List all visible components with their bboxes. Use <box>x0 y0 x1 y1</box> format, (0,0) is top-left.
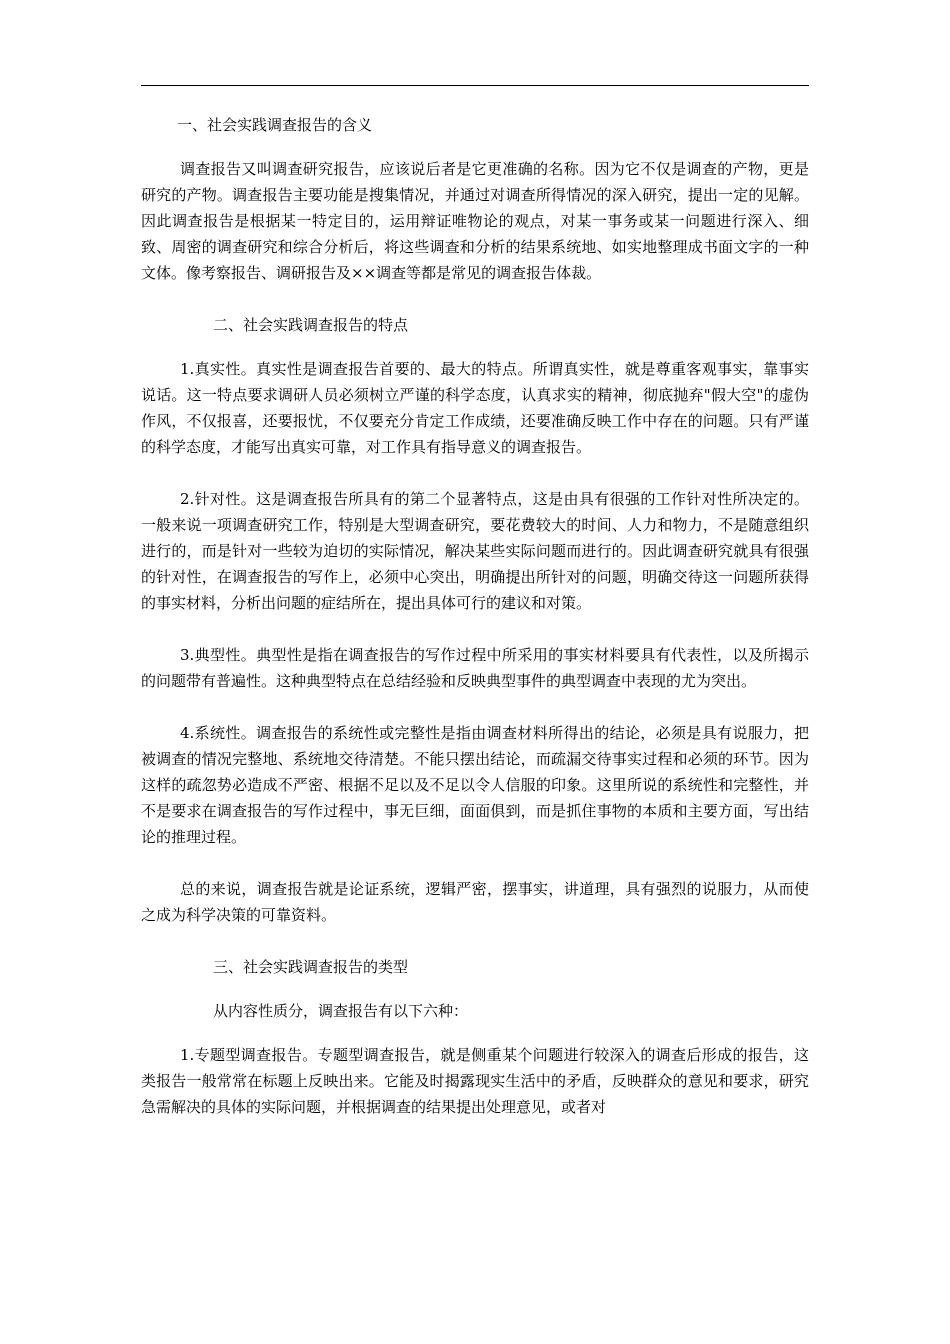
section-2-paragraph-1: 1.真实性。真实性是调查报告首要的、最大的特点。所谓真实性，就是尊重客观事实，靠事实说话。这一特点要求调研人员必须树立严谨的科学态度，认真求实的精神，彻底抛弃"假大空"的虚伪作风，不仅报喜，还要报忧，不仅要充分肯定工作成绩，还要准确反映工作中存在的问题。只有严谨的科学态度，才能写出真实可靠，对工作具有指导意义的调查报告。 <box>141 360 809 456</box>
section-1-heading: 一、社会实践调查报告的含义 <box>177 116 373 134</box>
section-2-paragraph-3: 3.典型性。典型性是指在调查报告的写作过程中所采用的事实材料要具有代表性，以及所揭示的问题带有普遍性。这种典型特点在总结经验和反映典型事件的典型调查中表现的尤为突出。 <box>141 646 809 690</box>
section-2-paragraph-4: 4.系统性。调查报告的系统性或完整性是指由调查材料所得出的结论，必须是具有说服力，把被调查的情况完整地、系统地交待清楚。不能只摆出结论，而疏漏交待事实过程和必须的环节。因为这样的疏忽势必造成不严密、根据不足以及不足以令人信服的印象。这里所说的系统性和完整性，并不是要求在调查报告的写作过程中，事无巨细，面面俱到，而是抓住事物的本质和主要方面，写出结论的推理过程。 <box>141 724 809 846</box>
section-3-heading: 三、社会实践调查报告的类型 <box>213 958 409 976</box>
section-2-summary: 总的来说，调查报告就是论证系统，逻辑严密，摆事实，讲道理，具有强烈的说服力，从而使之成为科学决策的可靠资料。 <box>141 880 809 924</box>
header-rule <box>141 85 809 86</box>
section-3-lead: 从内容性质分，调查报告有以下六种： <box>213 1002 469 1020</box>
section-2-heading: 二、社会实践调查报告的特点 <box>213 316 409 334</box>
section-2-paragraph-2: 2.针对性。这是调查报告所具有的第二个显著特点，这是由具有很强的工作针对性所决定的。一般来说一项调查研究工作，特别是大型调查研究，要花费较大的时间、人力和物力，不是随意组织进行的，而是针对一些较为迫切的实际情况，解决某些实际问题而进行的。因此调查研究就具有很强的针对性，在调查报告的写作上，必须中心突出，明确提出所针对的问题，明确交待这一问题所获得的事实材料，分析出问题的症结所在，提出具体可行的建议和对策。 <box>141 490 809 612</box>
document-body <box>141 112 809 1120</box>
section-3-paragraph-1: 1.专题型调查报告。专题型调查报告，就是侧重某个问题进行较深入的调查后形成的报告，这类报告一般常常在标题上反映出来。它能及时揭露现实生活中的矛盾，反映群众的意见和要求，研究急需解决的具体的实际问题，并根据调查的结果提出处理意见，或者对 <box>141 1046 809 1116</box>
section-1-paragraph-1: 调查报告又叫调查研究报告，应该说后者是它更准确的名称。因为它不仅是调查的产物，更是研究的产物。调查报告主要功能是搜集情况，并通过对调查所得情况的深入研究，提出一定的见解。因此调查报告是根据某一特定目的，运用辩证唯物论的观点，对某一事务或某一问题进行深入、细致、周密的调查研究和综合分析后，将这些调查和分析的结果系统地、如实地整理成书面文字的一种文体。像考察报告、调研报告及××调查等都是常见的调查报告体裁。 <box>141 160 809 282</box>
